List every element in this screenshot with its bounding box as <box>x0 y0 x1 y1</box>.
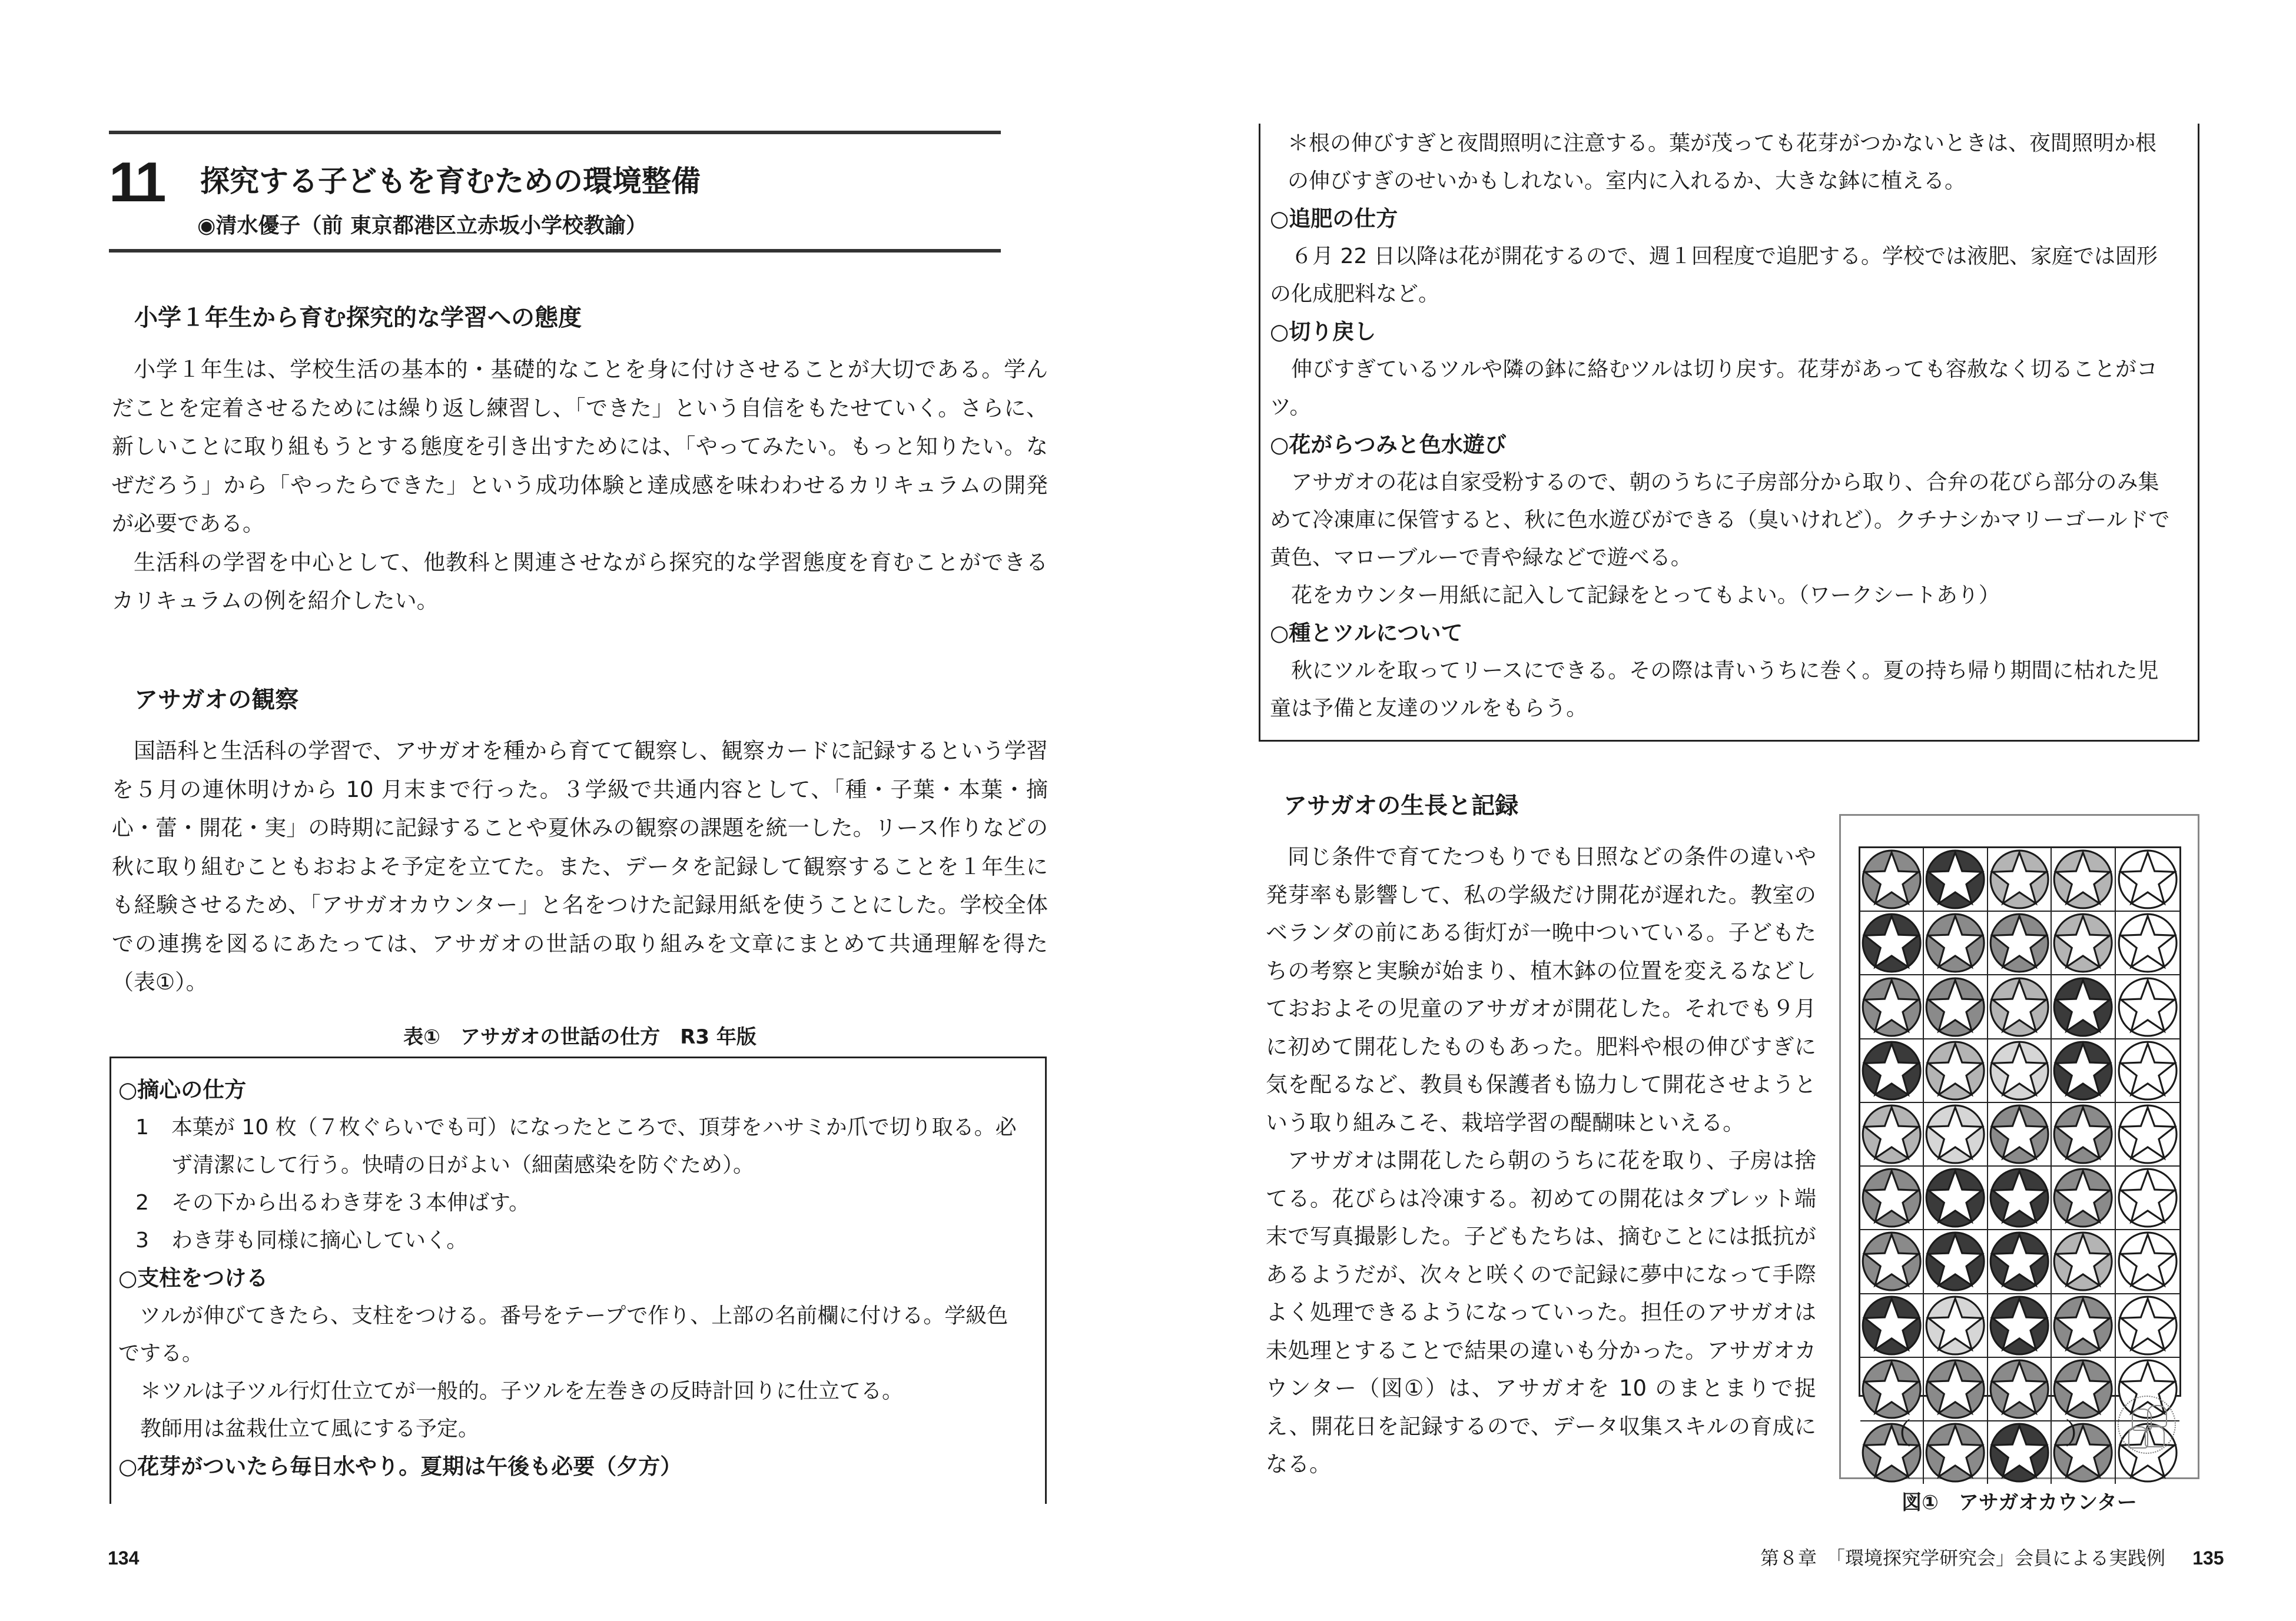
flower-star-icon <box>1925 1167 1986 1228</box>
flower-star-icon <box>2116 976 2179 1038</box>
dye-play-text: アサガオの花は自家受粉するので、朝のうちに子房部分から取り、合弁の花びら部分のみ集めて冷凍庫に保管すると、秋に色水遊びができる（臭いけれど）。クチナシかマリーゴールドで黄色、マローブルーで青や緑などで遊べる。 <box>1270 470 2170 570</box>
section-body-observation <box>112 732 1048 1002</box>
counter-cell <box>2116 1294 2179 1358</box>
care-instructions-box-continued <box>1259 124 2199 742</box>
flower-star-icon <box>1989 912 2050 974</box>
counter-cell <box>2116 848 2179 912</box>
counter-cell <box>1924 1358 1988 1421</box>
figure-caption: 図① アサガオカウンター <box>1902 1491 2137 1514</box>
item-heading-seeds-vines: ○種とツルについて <box>1270 620 1463 646</box>
counter-cell <box>1988 912 2052 975</box>
counter-cell <box>1988 975 2052 1039</box>
counter-cell <box>1924 848 1988 912</box>
header-rule-bottom <box>109 249 1001 253</box>
flower-star-icon <box>1989 1231 2050 1292</box>
flower-star-icon <box>1925 1295 1986 1356</box>
flower-star-icon <box>1989 1167 2050 1228</box>
section-body-attitude <box>112 350 1048 620</box>
counter-cell <box>1860 1167 1924 1230</box>
flower-star-icon <box>1861 1295 1922 1356</box>
counter-cell <box>2116 1167 2179 1230</box>
flower-star-icon <box>2116 1295 2179 1356</box>
counter-cell <box>1988 848 2052 912</box>
flower-star-icon <box>1861 976 1922 1038</box>
section-heading-observation: アサガオの観察 <box>134 686 299 713</box>
flower-star-icon <box>2116 1231 2179 1292</box>
support-note: 教師用は盆栽仕立て風にする予定。 <box>140 1417 480 1441</box>
flower-star-icon <box>1861 1231 1922 1292</box>
counter-cell <box>2052 1230 2115 1294</box>
counter-cell <box>2052 848 2115 912</box>
step-number: 2 <box>135 1191 149 1215</box>
flower-star-icon <box>1989 849 2050 910</box>
asagao-counter-figure <box>1839 814 2199 1479</box>
step-number: 1 <box>135 1115 149 1140</box>
counter-cell <box>1860 1230 1924 1294</box>
counter-cell <box>1924 1103 1988 1167</box>
page-number-left: 134 <box>108 1547 140 1569</box>
flower-star-icon <box>1925 849 1986 910</box>
counter-cell <box>1988 1167 2052 1230</box>
counter-cell <box>2052 1039 2115 1103</box>
flower-star-icon <box>1925 1358 1986 1420</box>
flower-star-icon <box>2116 1040 2179 1101</box>
item-heading-pruning: ○切り戻し <box>1270 319 1376 344</box>
step-text: わき芽も同様に摘心していく。 <box>171 1228 468 1253</box>
flower-star-icon <box>1861 1040 1922 1101</box>
counter-cell <box>1860 1294 1924 1358</box>
flower-star-icon <box>1861 1167 1922 1228</box>
flower-star-icon <box>1925 1040 1986 1101</box>
paragraph: 小学１年生は、学校生活の基本的・基礎的なことを身に付けさせることが大切である。学んだことを定着させるためには繰り返し練習し、「できた」という自信をもたせていく。さらに、新しいことに取り組もうとする態度を引き出すためには、「やってみたい。もっと知りたい。なぜだろう」から「やったらできた」という成功体験と達成感を味わわせるカリキュラムの開発が必要である。 <box>112 357 1048 536</box>
flower-star-icon <box>1861 1104 1922 1165</box>
item-heading-support: ○支柱をつける <box>118 1265 268 1291</box>
name-field <box>1882 1416 2094 1451</box>
counter-cell <box>1988 1230 2052 1294</box>
root-lighting-note: ＊根の伸びすぎと夜間照明に注意する。葉が茂っても花芽がつかないときは、夜間照明か根の伸びすぎのせいかもしれない。室内に入れるか、大きな鉢に植える。 <box>1288 131 2157 193</box>
flower-star-icon <box>1925 1104 1986 1165</box>
section-heading-growth-record: アサガオの生長と記録 <box>1283 792 1519 819</box>
well-done-stamp-icon <box>2118 1396 2176 1454</box>
flower-star-icon <box>2052 1295 2113 1356</box>
item-heading-fertilizer: ○追肥の仕方 <box>1270 206 1398 231</box>
counter-cell <box>1860 1039 1924 1103</box>
care-instructions-box <box>110 1057 1047 1504</box>
support-text: ツルが伸びてきたら、支柱をつける。番号をテープで作り、上部の名前欄に付ける。学級色でする。 <box>118 1304 1008 1366</box>
table-caption: 表① アサガオの世話の仕方 R3 年版 <box>403 1025 757 1049</box>
counter-cell <box>2116 912 2179 975</box>
counter-cell <box>1988 1103 2052 1167</box>
paragraph: アサガオは開花したら朝のうちに花を取り、子房は捨てる。花びらは冷凍する。初めての開花はタブレット端末で写真撮影した。子どもたちは、摘むことには抵抗があるようだが、次々と咲くので記録に夢中になって手際よく処理できるようになっていった。担任のアサガオは未処理とすることで結果の違いも分かった。アサガオカウンター（図①）は、アサガオを 10 のまとまりで捉え、開花日を記録するので、データ収集スキルの育成になる。 <box>1266 1148 1816 1477</box>
counter-cell <box>1924 1167 1988 1230</box>
counter-cell <box>2052 1294 2115 1358</box>
name-open-paren: （ <box>1882 1417 1912 1451</box>
counter-cell <box>2116 1039 2179 1103</box>
step-number: 3 <box>135 1228 149 1253</box>
flower-star-icon <box>2116 849 2179 910</box>
footer-chapter-title: 第８章 「環境探究学研究会」会員による実践例 <box>1760 1547 2166 1569</box>
flower-star-icon <box>2052 976 2113 1038</box>
flower-star-icon <box>1925 912 1986 974</box>
counter-cell <box>1988 1294 2052 1358</box>
counter-cell <box>2052 1103 2115 1167</box>
pinching-step <box>118 1184 1027 1222</box>
item-heading-pinching: ○摘心の仕方 <box>118 1077 247 1102</box>
flower-star-icon <box>1989 1104 2050 1165</box>
flower-star-icon <box>2052 849 2113 910</box>
chapter-title: 探究する子どもを育むための環境整備 <box>200 164 701 198</box>
seeds-vines-text: 秋にツルを取ってリースにできる。その際は青いうちに巻く。夏の持ち帰り期間に枯れた児童は予備と友達のツルをもらう。 <box>1270 659 2159 720</box>
item-heading-watering: ○花芽がついたら毎日水やり。夏期は午後も必要（夕方） <box>118 1454 682 1479</box>
flower-star-icon <box>1861 849 1922 910</box>
flower-star-icon <box>1989 1040 2050 1101</box>
asagao-counter-grid <box>1859 846 2181 1397</box>
flower-star-icon <box>2052 1104 2113 1165</box>
counter-cell <box>2116 975 2179 1039</box>
counter-cell <box>2052 1167 2115 1230</box>
pruning-text: 伸びすぎているツルや隣の鉢に絡むツルは切り戻す。花芽があっても容赦なく切ることがコツ。 <box>1270 357 2158 419</box>
step-text: その下から出るわき芽を３本伸ばす。 <box>171 1191 530 1215</box>
counter-cell <box>2116 1230 2179 1294</box>
flower-star-icon <box>2052 1167 2113 1228</box>
counter-cell <box>1860 975 1924 1039</box>
dye-play-text-2: 花をカウンター用紙に記入して記録をとってもよい。（ワークシートあり） <box>1291 583 2000 607</box>
fertilizer-text: ６月 22 日以降は花が開花するので、週１回程度で追肥する。学校では液肥、家庭では固形の化成肥料など。 <box>1270 244 2158 306</box>
counter-cell <box>2052 975 2115 1039</box>
counter-cell <box>1860 1103 1924 1167</box>
counter-cell <box>1924 975 1988 1039</box>
paragraph: 国語科と生活科の学習で、アサガオを種から育てて観察し、観察カードに記録するという学習を５月の連休明けから 10 月末まで行った。３学級で共通内容として、「種・子葉・本葉・摘心・蕾・開花・実」の時期に記録することや夏休みの観察の課題を統一した。リース作りなどの秋に取り組むこともおおよそ予定を立てた。また、データを記録して観察することを１年生にも経験させるため、「アサガオカウンター」と名をつけた記録用紙を使うことにした。学校全体での連携を図るにあたっては、アサガオの世話の取り組みを文章にまとめて共通理解を得た（表①）。 <box>112 738 1048 995</box>
counter-cell <box>2116 1103 2179 1167</box>
section-heading-attitude: 小学１年生から育む探究的な学習への態度 <box>134 304 582 331</box>
flower-star-icon <box>1989 1358 2050 1420</box>
name-close-paren: ） <box>2065 1417 2094 1451</box>
flower-star-icon <box>1925 976 1986 1038</box>
paragraph: 同じ条件で育てたつもりでも日照などの条件の違いや発芽率も影響して、私の学級だけ開花が遅れた。教室のベランダの前にある街灯が一晩中ついている。子どもたちの考察と実験が始まり、植木鉢の位置を変えるなどしておおよその児童のアサガオが開花した。それでも９月に初めて開花したものもあった。肥料や根の伸びすぎに気を配るなど、教員も保護者も協力して開花させようという取り組みこそ、栽培学習の醍醐味といえる。 <box>1266 844 1816 1135</box>
counter-cell <box>1860 848 1924 912</box>
counter-cell <box>2052 912 2115 975</box>
flower-star-icon <box>1925 1231 1986 1292</box>
counter-cell <box>1924 1039 1988 1103</box>
counter-cell <box>1860 912 1924 975</box>
page-number-right: 135 <box>2192 1547 2224 1569</box>
support-note: ＊ツルは子ツル行灯仕立てが一般的。子ツルを左巻きの反時計回りに仕立てる。 <box>140 1379 904 1403</box>
counter-cell <box>1924 912 1988 975</box>
flower-star-icon <box>1861 912 1922 974</box>
flower-star-icon <box>2052 1231 2113 1292</box>
pinching-step <box>118 1222 1027 1260</box>
chapter-number: 11 <box>109 151 164 214</box>
step-text: 本葉が 10 枚（７枚ぐらいでも可）になったところで、頂芽をハサミか爪で切り取る。必ず清潔にして行う。快晴の日がよい（細菌感染を防ぐため）。 <box>171 1115 1017 1177</box>
flower-star-icon <box>2116 1104 2179 1165</box>
chapter-author: ◉清水優子（前 東京都港区立赤坂小学校教諭） <box>197 214 647 238</box>
section-body-growth-record <box>1266 838 1816 1484</box>
counter-cell <box>1924 1230 1988 1294</box>
paragraph: 生活科の学習を中心として、他教科と関連させながら探究的な学習態度を育むことができるカリキュラムの例を紹介したい。 <box>112 549 1048 613</box>
flower-star-icon <box>2116 912 2179 974</box>
running-footer-chapter <box>1760 1547 2224 1569</box>
flower-star-icon <box>1989 976 2050 1038</box>
flower-star-icon <box>2052 912 2113 974</box>
header-rule-top <box>109 131 1001 134</box>
counter-cell <box>1988 1358 2052 1421</box>
item-heading-dye-play: ○花がらつみと色水遊び <box>1270 432 1507 457</box>
pinching-step <box>118 1109 1027 1184</box>
flower-star-icon <box>1989 1295 2050 1356</box>
counter-cell <box>1988 1039 2052 1103</box>
flower-star-icon <box>2116 1167 2179 1228</box>
flower-star-icon <box>2052 1040 2113 1101</box>
counter-cell <box>1924 1294 1988 1358</box>
